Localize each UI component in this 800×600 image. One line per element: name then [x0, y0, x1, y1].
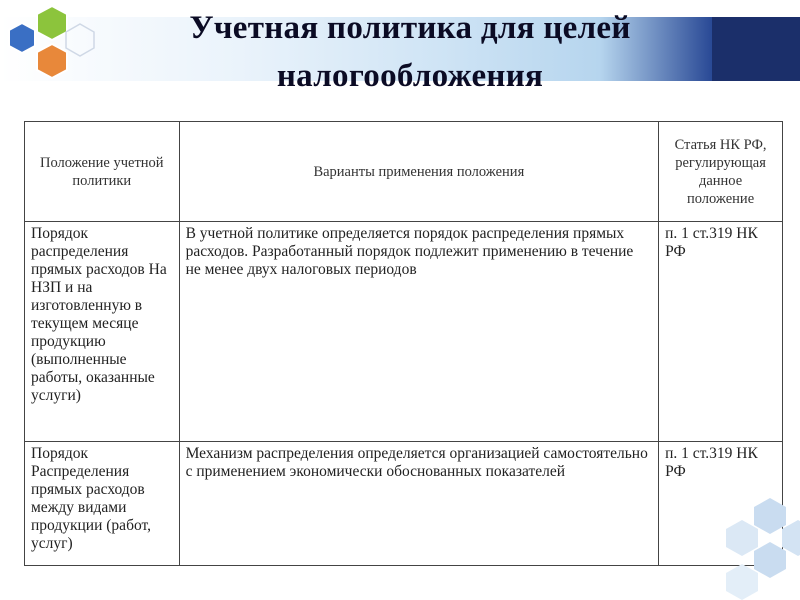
hexagon-outline-icon [66, 24, 94, 56]
cell-options: Механизм распределения определяется организацией самостоятельно с применением экономически обоснованных показателей [179, 442, 659, 566]
cell-provision: Порядок распределения прямых расходов На НЗП и на изготовленную в текущем месяце продукцию (выполненные работы, оказанные услуги) [25, 222, 180, 442]
hexagon-green-icon [37, 6, 67, 40]
deco-hexagon-1-icon [754, 498, 786, 534]
hexagon-cluster-logo-icon [0, 0, 110, 100]
cell-provision: Порядок Распределения прямых расходов между видами продукции (работ, услуг) [25, 442, 180, 566]
hexagon-blue-icon [9, 23, 35, 53]
table-header-row [25, 122, 783, 222]
hexagon-pattern-decoration-icon [660, 490, 800, 600]
deco-hexagon-4-icon [726, 564, 758, 600]
header-provision: Положение учетной политики [25, 122, 180, 222]
header-article: Статья НК РФ, регулирующая данное положение [659, 122, 783, 222]
cell-article: п. 1 ст.319 НК РФ [659, 222, 783, 442]
deco-hexagon-2-icon [726, 520, 758, 556]
cell-options: В учетной политике определяется порядок распределения прямых расходов. Разработанный порядок подлежит применению в течение не менее двух налоговых периодов [179, 222, 659, 442]
hexagon-orange-icon [37, 44, 67, 78]
header-dark-block [712, 17, 800, 81]
deco-hexagon-3-icon [754, 542, 786, 578]
title-line-1: Учетная политика для целей [189, 10, 631, 46]
header-options: Варианты применения положения [179, 122, 659, 222]
cell-article: п. 1 ст.319 НК РФ [659, 442, 783, 566]
table-row [25, 222, 783, 442]
title-line-2: налогообложения [276, 58, 544, 94]
page-title [110, 4, 710, 100]
